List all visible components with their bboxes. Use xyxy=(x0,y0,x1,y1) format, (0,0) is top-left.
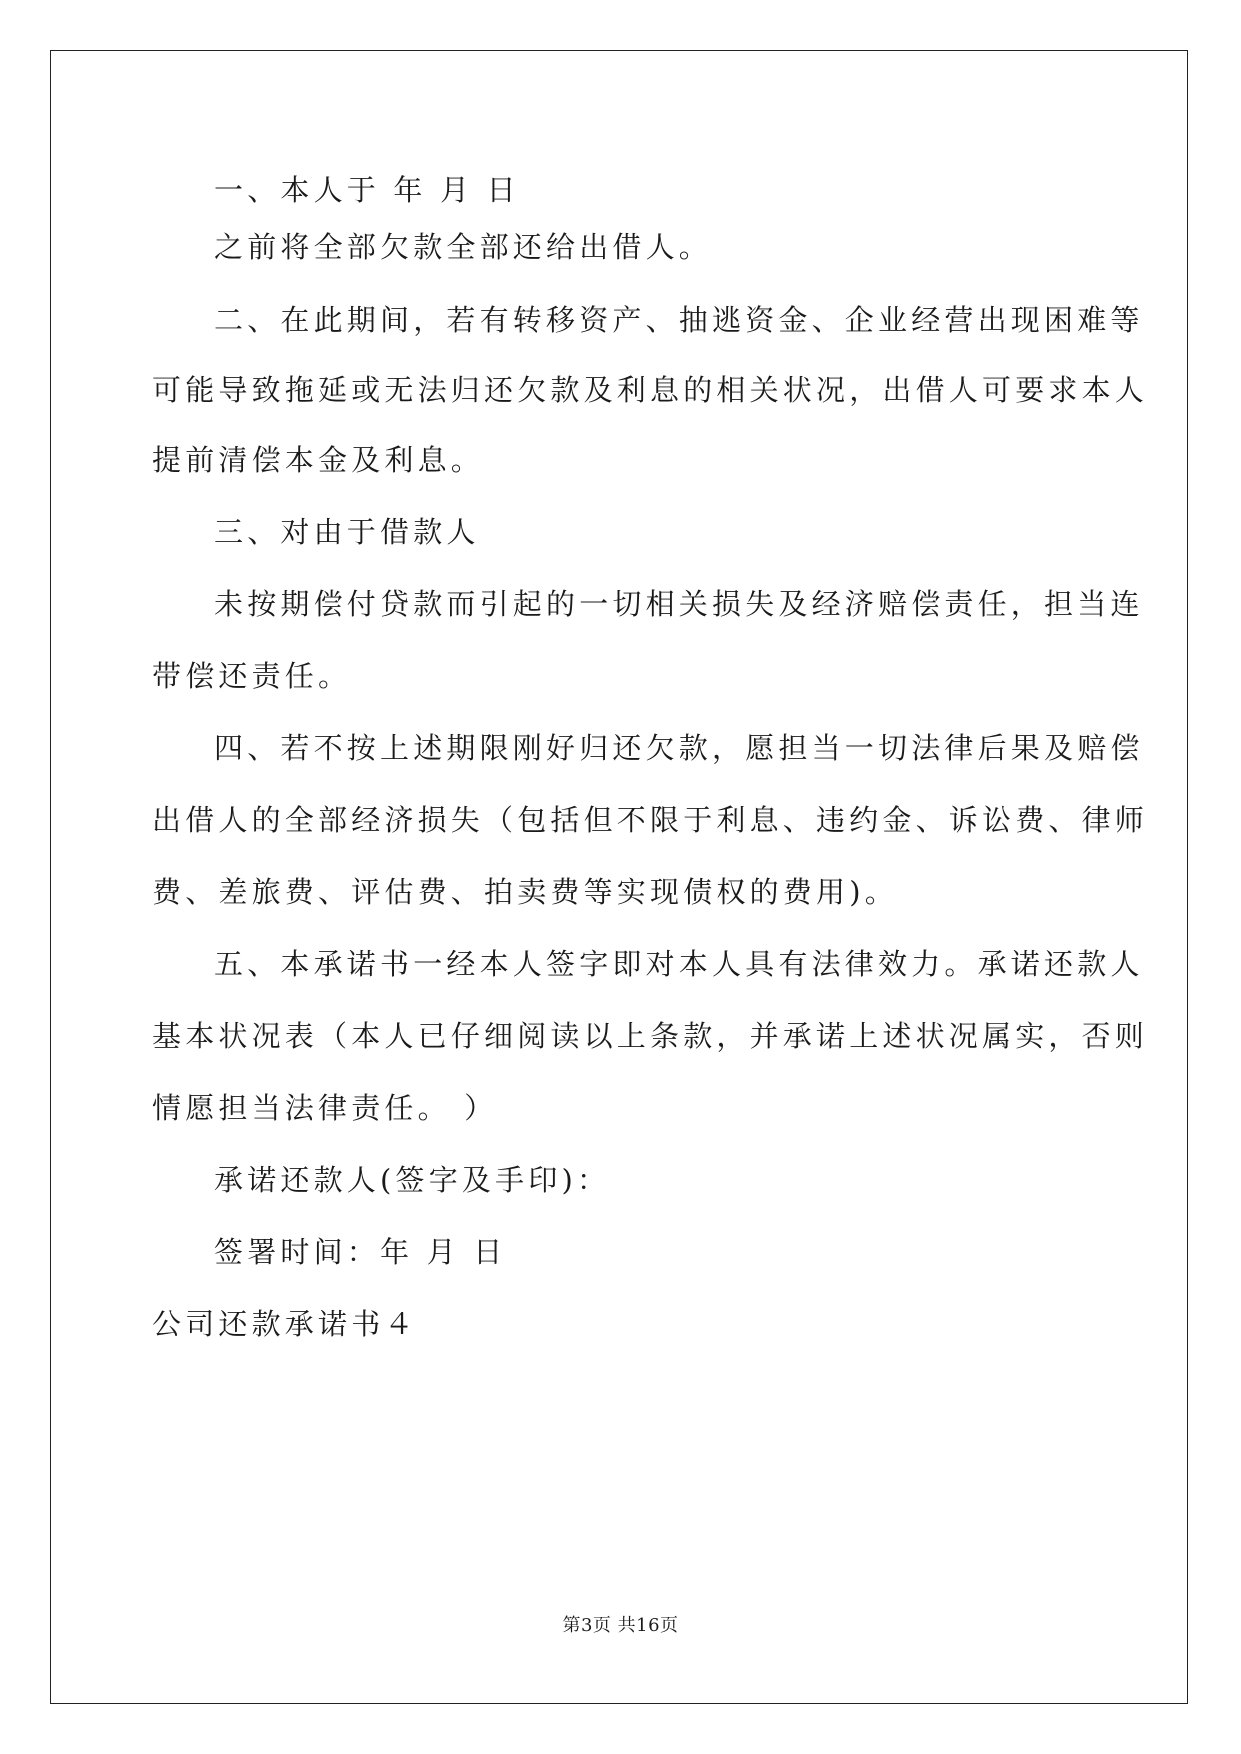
text-line: 五、本承诺书一经本人签字即对本人具有法律效力。承诺还款人 xyxy=(214,947,1144,981)
text-line: 出借人的全部经济损失（包括但不限于利息、违约金、诉讼费、律师 xyxy=(152,803,1149,837)
text-line: 三、对由于借款人 xyxy=(214,515,480,549)
text-line: 之前将全部欠款全部还给出借人。 xyxy=(214,230,713,264)
page-number-footer: 第3页 共16页 xyxy=(562,1615,679,1636)
document-heading: 公司还款承诺书４ xyxy=(152,1307,418,1341)
text-line: 一、本人于 年 月 日 xyxy=(214,173,520,207)
text-line: 未按期偿付贷款而引起的一切相关损失及经济赔偿责任，担当连 xyxy=(214,587,1144,621)
text-line: 四、若不按上述期限刚好归还欠款，愿担当一切法律后果及赔偿 xyxy=(214,731,1144,765)
text-line: 二、在此期间，若有转移资产、抽逃资金、企业经营出现困难等 xyxy=(214,303,1144,337)
text-line: 签署时间：年 月 日 xyxy=(214,1235,507,1269)
text-line: 费、差旅费、评估费、拍卖费等实现债权的费用)。 xyxy=(152,875,898,909)
text-line: 基本状况表（本人已仔细阅读以上条款，并承诺上述状况属实，否则 xyxy=(152,1019,1149,1053)
text-line: 情愿担当法律责任。 ） xyxy=(152,1091,498,1125)
text-line: 提前清偿本金及利息。 xyxy=(152,443,485,477)
text-line: 带偿还责任。 xyxy=(152,659,352,693)
text-line: 可能导致拖延或无法归还欠款及利息的相关状况，出借人可要求本人 xyxy=(152,373,1149,407)
text-line: 承诺还款人(签字及手印)： xyxy=(214,1163,611,1197)
